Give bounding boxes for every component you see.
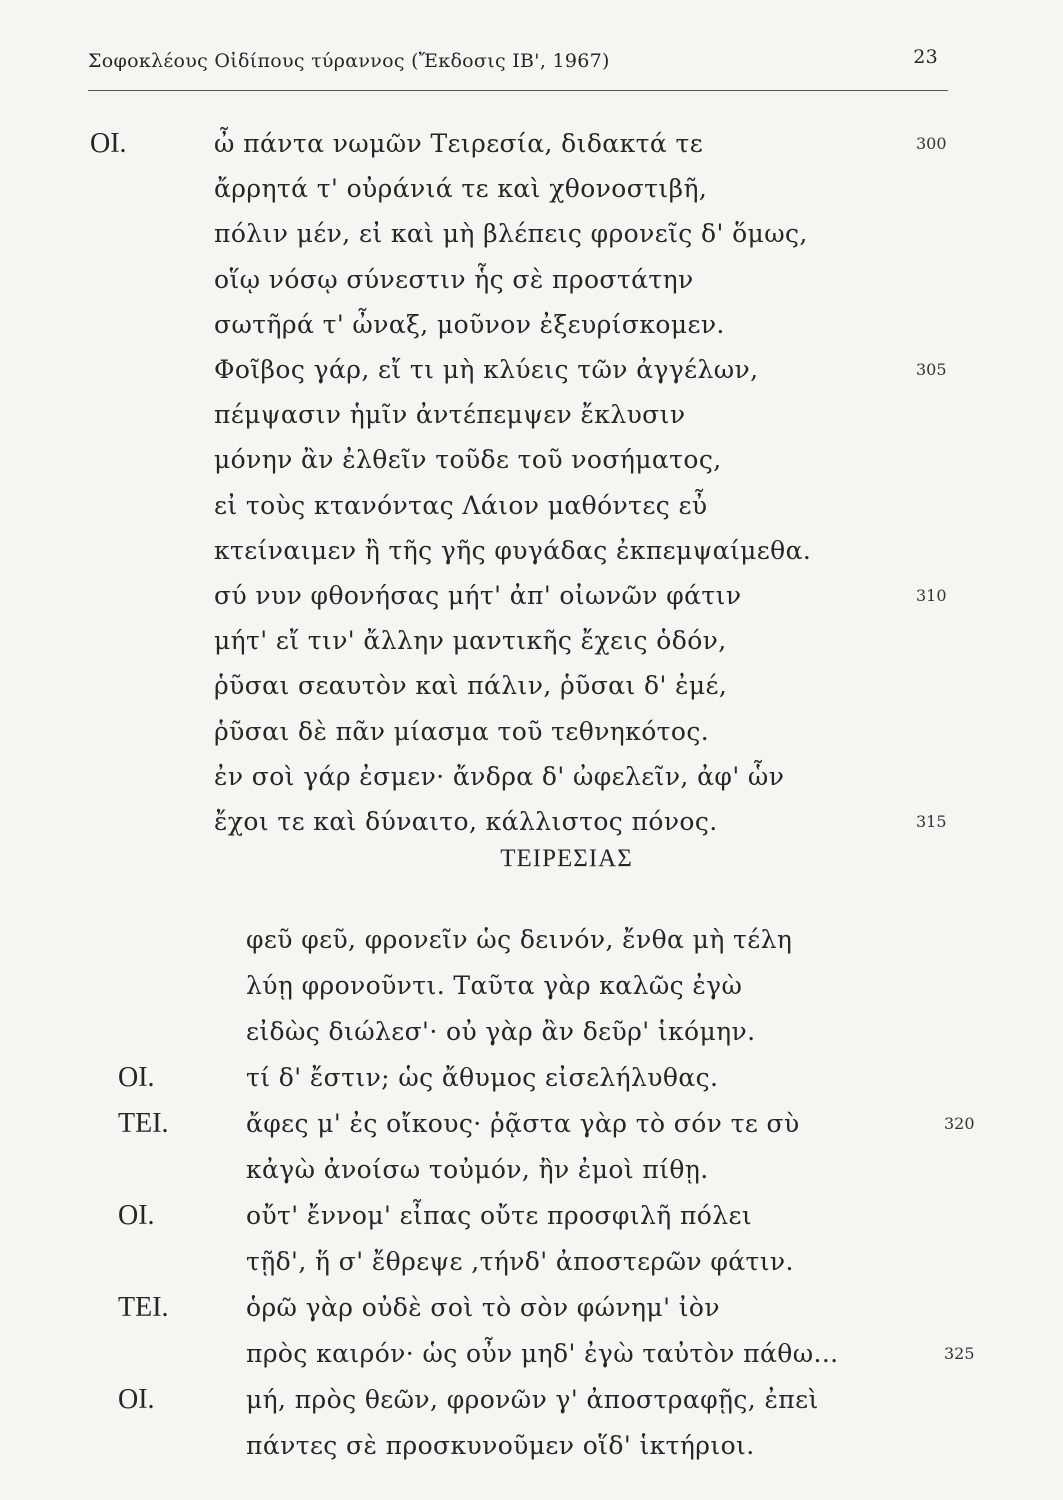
- page-number: 23: [913, 46, 938, 68]
- verse-line: [0, 666, 1063, 706]
- verse-text: μή, πρὸς θεῶν, φρονῶν γ' ἀποστραφῇς, ἐπεὶ: [246, 1385, 819, 1414]
- running-header: [88, 46, 948, 76]
- speaker-label: ΟΙ.: [118, 1062, 155, 1093]
- verse-line: [0, 395, 1063, 435]
- line-number: 300: [916, 134, 947, 153]
- verse-line: [0, 1012, 1063, 1052]
- verse-line: [0, 1288, 1063, 1328]
- verse-text: πάντες σὲ προσκυνοῦμεν οἵδ' ἱκτήριοι.: [246, 1431, 755, 1460]
- verse-line: [0, 621, 1063, 661]
- verse-text: Φοῖβος γάρ, εἴ τι μὴ κλύεις τῶν ἀγγέλων,: [214, 355, 759, 384]
- verse-text: εἰ τοὺς κτανόντας Λάιον μαθόντες εὖ: [214, 490, 708, 520]
- verse-line: [0, 260, 1063, 300]
- verse-line: [0, 1242, 1063, 1282]
- verse-text: ῥῦσαι σεαυτὸν καὶ πάλιν, ῥῦσαι δ' ἐμέ,: [214, 671, 728, 701]
- verse-text: πρὸς καιρόν· ὡς οὖν μηδ' ἐγὼ ταὐτὸν πάθω...: [246, 1339, 839, 1368]
- verse-line: [0, 350, 1063, 390]
- verse-line: [0, 440, 1063, 480]
- speaker-label: ΟΙ.: [118, 1200, 155, 1231]
- verse-text: οἵῳ νόσῳ σύνεστιν ἧς σὲ προστάτην: [214, 264, 694, 294]
- verse-line: [0, 920, 1063, 960]
- line-number: 325: [944, 1344, 975, 1363]
- verse-text: ῥῦσαι δὲ πᾶν μίασμα τοῦ τεθνηκότος.: [214, 716, 710, 746]
- verse-text: οὔτ' ἔννομ' εἶπας οὔτε προσφιλῆ πόλει: [246, 1201, 753, 1230]
- running-title: Σοφοκλέους Οἰδίπους τύραννος (Ἔκδοσις ΙΒ', 1967): [88, 50, 610, 72]
- verse-line: [0, 169, 1063, 209]
- verse-text: τί δ' ἔστιν; ὡς ἄθυμος εἰσελήλυθας.: [246, 1063, 719, 1092]
- verse-text: ἐν σοὶ γάρ ἐσμεν· ἄνδρα δ' ὠφελεῖν, ἀφ' ὧν: [214, 761, 785, 791]
- verse-text: τῇδ', ἥ σ' ἔθρεψε ,τήνδ' ἀποστερῶν φάτιν.: [246, 1247, 794, 1276]
- line-number: 310: [916, 586, 947, 605]
- verse-line: [0, 486, 1063, 526]
- verse-text: πέμψασιν ἡμῖν ἀντέπεμψεν ἔκλυσιν: [214, 400, 686, 430]
- verse-line: [0, 1058, 1063, 1098]
- verse-line: [0, 124, 1063, 164]
- line-number: 305: [916, 360, 947, 379]
- verse-text: λύῃ φρονοῦντι. Ταῦτα γὰρ καλῶς ἐγὼ: [246, 971, 743, 1000]
- speaker-label: ΤΕΙ.: [118, 1292, 169, 1323]
- verse-text: εἰδὼς διώλεσ'· οὐ γὰρ ἂν δεῦρ' ἱκόμην.: [246, 1017, 756, 1046]
- speaker-label: ΟΙ.: [90, 128, 127, 159]
- verse-text: σωτῆρά τ' ὦναξ, μοῦνον ἐξευρίσκομεν.: [214, 309, 725, 339]
- verse-text: πόλιν μέν, εἰ καὶ μὴ βλέπεις φρονεῖς δ' ὅμως,: [214, 219, 808, 249]
- verse-line: [0, 576, 1063, 616]
- verse-line: [0, 531, 1063, 571]
- line-number: 320: [944, 1114, 975, 1133]
- verse-line: [0, 757, 1063, 797]
- verse-line: [0, 305, 1063, 345]
- header-rule: [88, 90, 948, 91]
- verse-line: [0, 1426, 1063, 1466]
- verse-text: κτείναιμεν ἢ τῆς γῆς φυγάδας ἐκπεμψαίμεθα.: [214, 535, 812, 565]
- verse-line: [0, 966, 1063, 1006]
- verse-text: ἄρρητά τ' οὐράνιά τε καὶ χθονοστιβῆ,: [214, 174, 708, 204]
- verse-text: φεῦ φεῦ, φρονεῖν ὡς δεινόν, ἔνθα μὴ τέλη: [246, 925, 793, 954]
- verse-line: [0, 1380, 1063, 1420]
- speaker-label: ΤΕΙ.: [118, 1108, 169, 1139]
- verse-line: [0, 1150, 1063, 1190]
- verse-text: ἔχοι τε καὶ δύναιτο, κάλλιστος πόνος.: [214, 807, 718, 836]
- speaker-label: ΟΙ.: [118, 1384, 155, 1415]
- verse-line: [0, 1196, 1063, 1236]
- verse-line: [0, 1334, 1063, 1374]
- line-number: 315: [916, 812, 947, 831]
- verse-line: [0, 214, 1063, 254]
- verse-text: ἄφες μ' ἐς οἴκους· ῥᾷστα γὰρ τὸ σόν τε σὺ: [246, 1109, 800, 1138]
- verse-line: [0, 712, 1063, 752]
- verse-line: [0, 802, 1063, 842]
- speaker-heading: ΤΕΙΡΕΣΙΑΣ: [500, 845, 633, 872]
- verse-text: μόνην ἂν ἐλθεῖν τοῦδε τοῦ νοσήματος,: [214, 445, 722, 475]
- verse-text: κἀγὼ ἀνοίσω τοὐμόν, ἢν ἐμοὶ πίθῃ.: [246, 1155, 709, 1184]
- verse-text: ὦ πάντα νωμῶν Τειρεσία, διδακτά τε: [214, 129, 704, 158]
- verse-text: ὁρῶ γὰρ οὐδὲ σοὶ τὸ σὸν φώνημ' ἰὸν: [246, 1293, 720, 1322]
- verse-text: μήτ' εἴ τιν' ἄλλην μαντικῆς ἔχεις ὁδόν,: [214, 626, 727, 656]
- verse-text: σύ νυν φθονήσας μήτ' ἀπ' οἰωνῶν φάτιν: [214, 581, 742, 610]
- verse-line: [0, 1104, 1063, 1144]
